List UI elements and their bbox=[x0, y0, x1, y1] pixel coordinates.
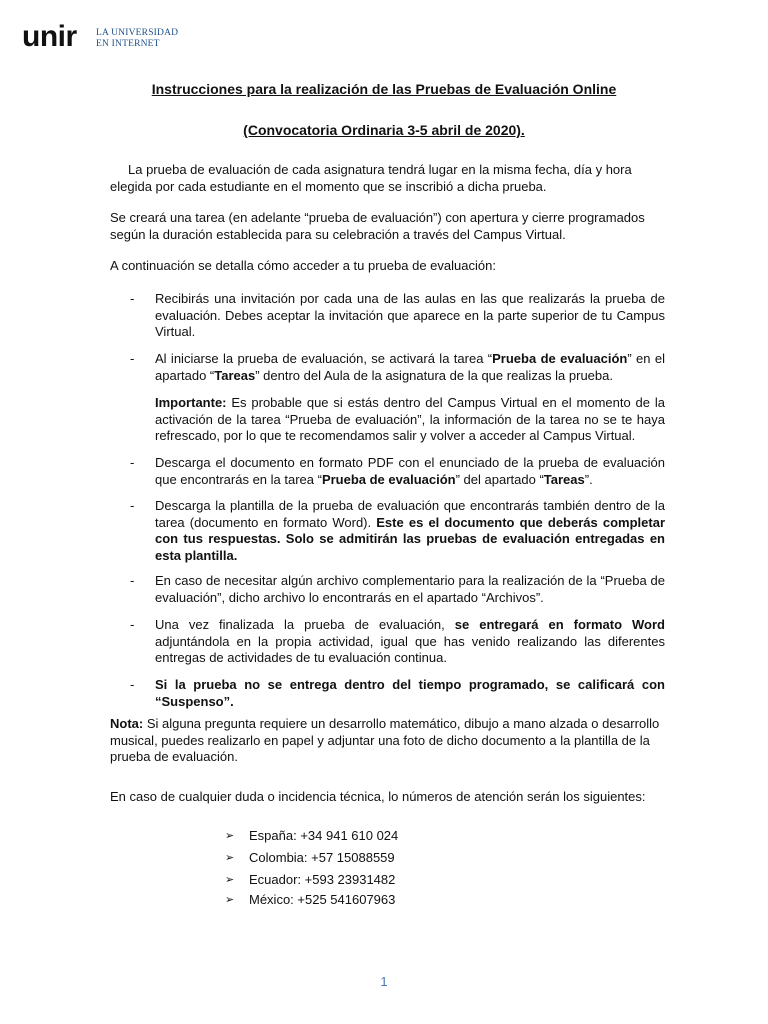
phone-spain: España: +34 941 610 024 bbox=[249, 828, 399, 843]
phone-ecuador: Ecuador: +593 23931482 bbox=[249, 872, 396, 887]
list-item-3-text: ”. bbox=[584, 471, 593, 487]
bullet-dash: - bbox=[130, 455, 135, 470]
bullet-dash: - bbox=[130, 617, 135, 632]
document-title: Instrucciones para la realización de las Pruebas de Evaluación Online bbox=[151, 81, 617, 97]
bullet-dash: - bbox=[130, 573, 135, 588]
intro-paragraph-1: La prueba de evaluación de cada asignatura tendrá lugar en la misma fecha, día y hora elegida por cada estudiante en el momento que se inscribió a dicha prueba. bbox=[110, 162, 632, 194]
important-text: Es probable que si estás dentro del Campus Virtual en el momento de la activación de la tarea “Prueba de evaluación”, la información de la tarea no se te haya refrescado, por lo que te recomendamos salir y volver a acceder al Campus Virtual. bbox=[155, 395, 665, 443]
list-item-2-bold-task: Prueba de evaluación bbox=[492, 351, 628, 366]
page-number: 1 bbox=[380, 974, 388, 989]
list-item-6-text: adjuntándola en la propia actividad, igual que has venido realizando las diferentes entregas de actividades de tu evaluación continua. bbox=[155, 633, 665, 665]
list-item-2-text: ” dentro del Aula de la asignatura de la que realizas la prueba. bbox=[255, 367, 613, 383]
logo-tagline-line-1: LA UNIVERSIDAD bbox=[96, 28, 179, 38]
list-item-3-text: Descarga el documento en formato PDF con el enunciado de la prueba de evaluación que encontrarás en la tarea “ bbox=[155, 455, 665, 487]
list-item-1: Recibirás una invitación por cada una de las aulas en las que realizarás la prueba de evaluación. Debes aceptar la invitación que aparece en la parte superior de tu Campus Virtual. bbox=[155, 291, 665, 339]
list-item-2-text: Al iniciarse la prueba de evaluación, se activará la tarea “ bbox=[155, 351, 493, 366]
list-item-2-text: ” en el apartado “ bbox=[155, 351, 665, 383]
list-item-6 bbox=[155, 617, 665, 667]
logo-wordmark: unir bbox=[22, 20, 77, 53]
arrow-bullet-icon: ➢ bbox=[225, 830, 235, 842]
list-item-7 bbox=[155, 677, 665, 710]
arrow-bullet-icon: ➢ bbox=[225, 852, 235, 864]
nota-paragraph bbox=[110, 716, 670, 766]
list-item-3-bold-section: Tareas bbox=[543, 471, 585, 487]
contact-intro: En caso de cualquier duda o incidencia técnica, lo números de atención serán los siguientes: bbox=[110, 789, 646, 804]
list-item-3 bbox=[155, 455, 665, 488]
intro-paragraph-2: Se creará una tarea (en adelante “prueba de evaluación”) con apertura y cierre programados según la duración establecida para su celebración a través del Campus Virtual. bbox=[110, 210, 645, 242]
list-item-3-text: ” del apartado “ bbox=[455, 471, 544, 487]
important-label: Importante: bbox=[155, 395, 227, 410]
phone-mexico: México: +525 541607963 bbox=[249, 892, 396, 907]
intro-paragraph-3: A continuación se detalla cómo acceder a tu prueba de evaluación: bbox=[110, 258, 496, 273]
arrow-bullet-icon: ➢ bbox=[225, 894, 235, 906]
list-item-4-bold: Este es el documento que deberás completar con tus respuestas. Solo se admitirán las pruebas de evaluación entregadas en esta plantilla. bbox=[155, 514, 665, 563]
important-note bbox=[155, 395, 665, 445]
bullet-dash: - bbox=[130, 351, 135, 366]
list-item-2-bold-section: Tareas bbox=[214, 367, 256, 383]
list-item-4 bbox=[155, 498, 665, 564]
list-item-7-bold: Si la prueba no se entrega dentro del tiempo programado, se calificará con “Suspenso”. bbox=[155, 677, 665, 709]
list-item-2 bbox=[155, 351, 665, 384]
bullet-dash: - bbox=[130, 677, 135, 692]
nota-label: Nota: bbox=[110, 716, 144, 731]
arrow-bullet-icon: ➢ bbox=[225, 874, 235, 886]
logo-tagline bbox=[96, 28, 178, 49]
phone-colombia: Colombia: +57 15088559 bbox=[249, 850, 395, 865]
bullet-dash: - bbox=[130, 498, 135, 513]
logo-tagline-line-2: EN INTERNET bbox=[96, 38, 160, 49]
document-subtitle: (Convocatoria Ordinaria 3-5 abril de 2020). bbox=[243, 122, 525, 138]
list-item-5: En caso de necesitar algún archivo complementario para la realización de la “Prueba de evaluación”, dicho archivo lo encontrarás en el apartado “Archivos”. bbox=[155, 573, 665, 605]
nota-text: Si alguna pregunta requiere un desarrollo matemático, dibujo a mano alzada o desarrollo musical, puedes realizarlo en papel y adjuntar una foto de dicho documento a la plantilla de la prueba de evaluación. bbox=[110, 716, 660, 764]
list-item-6-bold: se entregará en formato Word bbox=[454, 617, 665, 632]
list-item-6-text: Una vez finalizada la prueba de evaluación, bbox=[155, 617, 455, 632]
list-item-4-text: Descarga la plantilla de la prueba de evaluación que encontrarás también dentro de la tarea (documento en formato Word). bbox=[155, 498, 665, 530]
bullet-dash: - bbox=[130, 291, 135, 306]
list-item-3-bold-task: Prueba de evaluación bbox=[321, 471, 456, 487]
